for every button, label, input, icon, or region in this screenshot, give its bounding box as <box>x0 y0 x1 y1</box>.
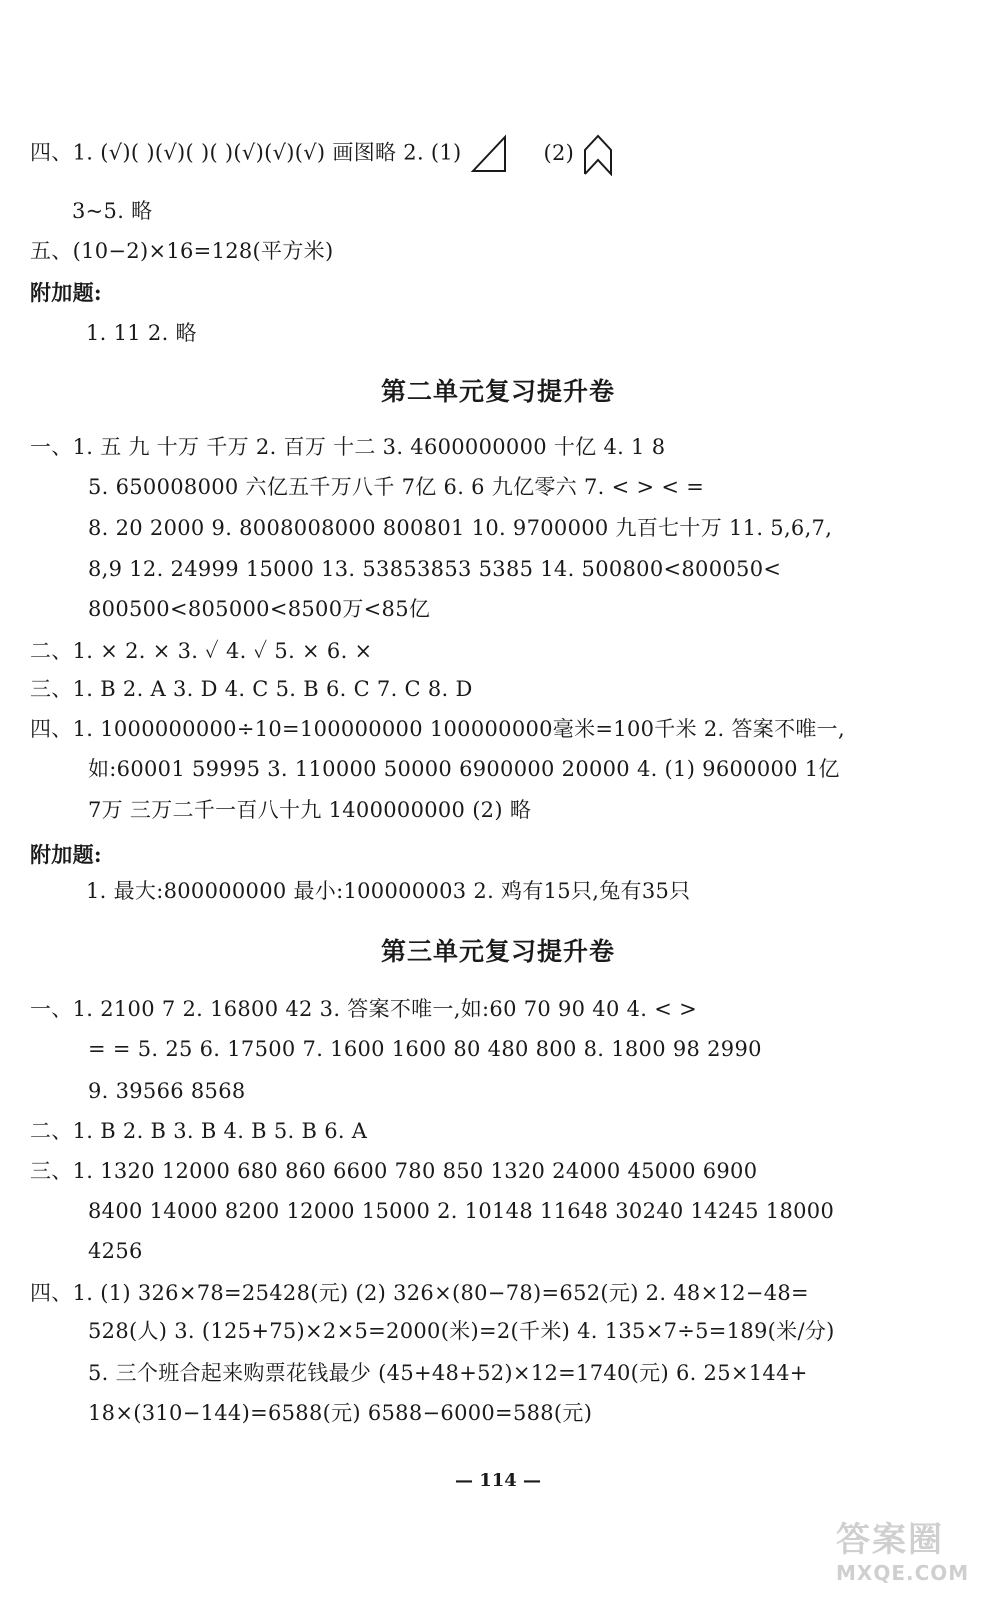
unit2-line: 二、1. × 2. × 3. ✓ 4. ✓ 5. × 6. × <box>30 639 373 663</box>
watermark-bottom: MXQE.COM <box>836 1561 970 1585</box>
unit3-line: 18×(310−144)=6588(元) 6588−6000=588(元) <box>88 1401 593 1425</box>
unit2-line: 三、1. B 2. A 3. D 4. C 5. B 6. C 7. C 8. D <box>30 677 473 701</box>
unit3-line: 528(人) 3. (125+75)×2×5=2000(米)=2(千米) 4. 135×7÷5=189(米/分) <box>88 1319 835 1343</box>
arrow-shape-icon <box>581 132 615 176</box>
q4-b: 3~5. 略 <box>72 199 153 223</box>
unit2-line: 800500<805000<8500万<85亿 <box>88 597 431 621</box>
unit2-title: 第二单元复习提升卷 <box>380 377 615 406</box>
q4-text: 四、1. (√)( )(√)( )( )(√)(√)(√) 画图略 2. (1) <box>30 140 462 165</box>
unit3-title: 第三单元复习提升卷 <box>380 937 615 966</box>
q5: 五、(10−2)×16=128(平方米) <box>30 239 334 263</box>
unit3-line: 一、1. 2100 7 2. 16800 42 3. 答案不唯一,如:60 70 90 40 4. < > <box>30 997 697 1021</box>
q4-text-2: (2) <box>543 140 575 165</box>
unit3-line: = = 5. 25 6. 17500 7. 1600 1600 80 480 800 8. 1800 98 2990 <box>88 1037 762 1061</box>
unit3-line: 二、1. B 2. B 3. B 4. B 5. B 6. A <box>30 1119 368 1143</box>
unit2-extra-title: 附加题: <box>30 842 102 867</box>
watermark-top: 答案圈 <box>836 1520 944 1560</box>
q4-line <box>30 132 615 176</box>
unit3-line: 5. 三个班合起来购票花钱最少 (45+48+52)×12=1740(元) 6. 25×144+ <box>88 1361 808 1385</box>
watermark-logo <box>836 1512 986 1592</box>
unit2-line: 8. 20 2000 9. 8008008000 800801 10. 9700000 九百七十万 11. 5,6,7, <box>88 516 833 540</box>
unit3-line: 三、1. 1320 12000 680 860 6600 780 850 1320 24000 45000 6900 <box>30 1159 758 1183</box>
unit3-line: 四、1. (1) 326×78=25428(元) (2) 326×(80−78)=652(元) 2. 48×12−48= <box>30 1281 809 1305</box>
unit3-line: 4256 <box>88 1239 143 1263</box>
extra-ans-prev: 1. 11 2. 略 <box>86 321 197 345</box>
unit3-line: 8400 14000 8200 12000 15000 2. 10148 11648 30240 14245 18000 <box>88 1199 835 1223</box>
unit2-line: 5. 650008000 六亿五千万八千 7亿 6. 6 九亿零六 7. < > < = <box>88 475 705 499</box>
page-number: — 114 — <box>454 1470 542 1491</box>
unit2-extra-ans: 1. 最大:800000000 最小:100000003 2. 鸡有15只,兔有35只 <box>86 879 691 903</box>
unit3-line: 9. 39566 8568 <box>88 1079 246 1103</box>
unit2-line: 7万 三万二千一百八十九 1400000000 (2) 略 <box>88 798 532 822</box>
unit2-line: 四、1. 1000000000÷10=100000000 100000000毫米=100千米 2. 答案不唯一, <box>30 717 845 741</box>
extra-title-prev: 附加题: <box>30 280 102 305</box>
unit2-line: 8,9 12. 24999 15000 13. 53853853 5385 14. 500800<800050< <box>88 557 782 581</box>
unit2-line: 如:60001 59995 3. 110000 50000 6900000 20000 4. (1) 9600000 1亿 <box>88 757 840 781</box>
right-triangle-icon <box>469 133 509 175</box>
unit2-line: 一、1. 五 九 十万 千万 2. 百万 十二 3. 4600000000 十亿 4. 1 8 <box>30 435 666 459</box>
